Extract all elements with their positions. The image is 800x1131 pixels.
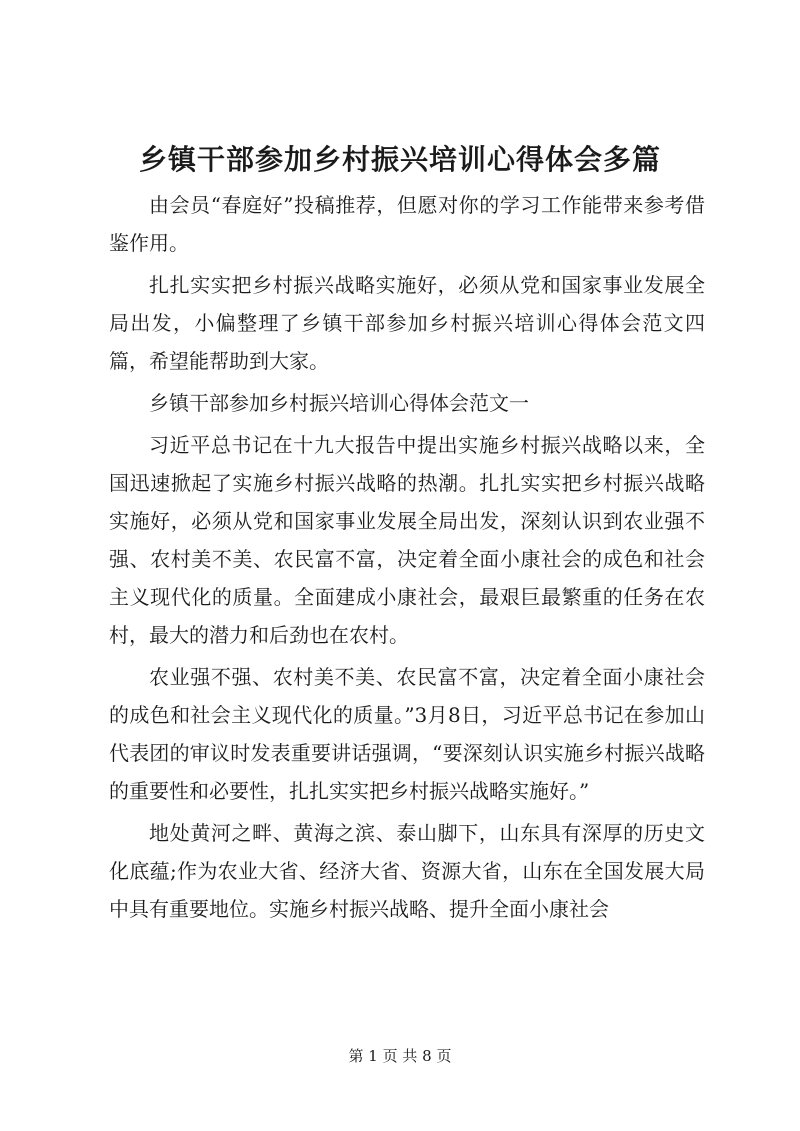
document-body xyxy=(109,186,705,928)
paragraph-summary: 扎扎实实把乡村振兴战略实施好，必须从党和国家事业发展全局出发，小偏整理了乡镇干部参加乡村振兴培训心得体会范文四篇，希望能帮助到大家。 xyxy=(109,273,705,373)
paragraph-body: 习近平总书记在十九大报告中提出实施乡村振兴战略以来，全国迅速掀起了实施乡村振兴战略的热潮。扎扎实实把乡村振兴战略实施好，必须从党和国家事业发展全局出发，深刻认识到农业强不强、农村美不美、农民富不富，决定着全面小康社会的成色和社会主义现代化的质量。全面建成小康社会，最艰巨最繁重的任务在农村，最大的潜力和后劲也在农村。 xyxy=(109,433,705,647)
document-title: 乡镇干部参加乡村振兴培训心得体会多篇 xyxy=(138,143,661,176)
page-number-footer: 第 1 页 共 8 页 xyxy=(348,1047,452,1065)
paragraph-intro: 由会员“春庭好”投稿推荐，但愿对你的学习工作能带来参考借鉴作用。 xyxy=(109,193,705,255)
paragraph-body: 地处黄河之畔、黄海之滨、泰山脚下，山东具有深厚的历史文化底蕴;作为农业大省、经济大省、资源大省，山东在全国发展大局中具有重要地位。实施乡村振兴战略、提升全面小康社会 xyxy=(109,821,705,921)
paragraph-body: 农业强不强、农村美不美、农民富不富，决定着全面小康社会的成色和社会主义现代化的质量。”3月8日，习近平总书记在参加山代表团的审议时发表重要讲话强调，“要深刻认识实施乡村振兴战略的重要性和必要性，扎扎实实把乡村振兴战略实施好。” xyxy=(109,665,705,803)
section-heading: 乡镇干部参加乡村振兴培训心得体会范文一 xyxy=(149,391,529,415)
